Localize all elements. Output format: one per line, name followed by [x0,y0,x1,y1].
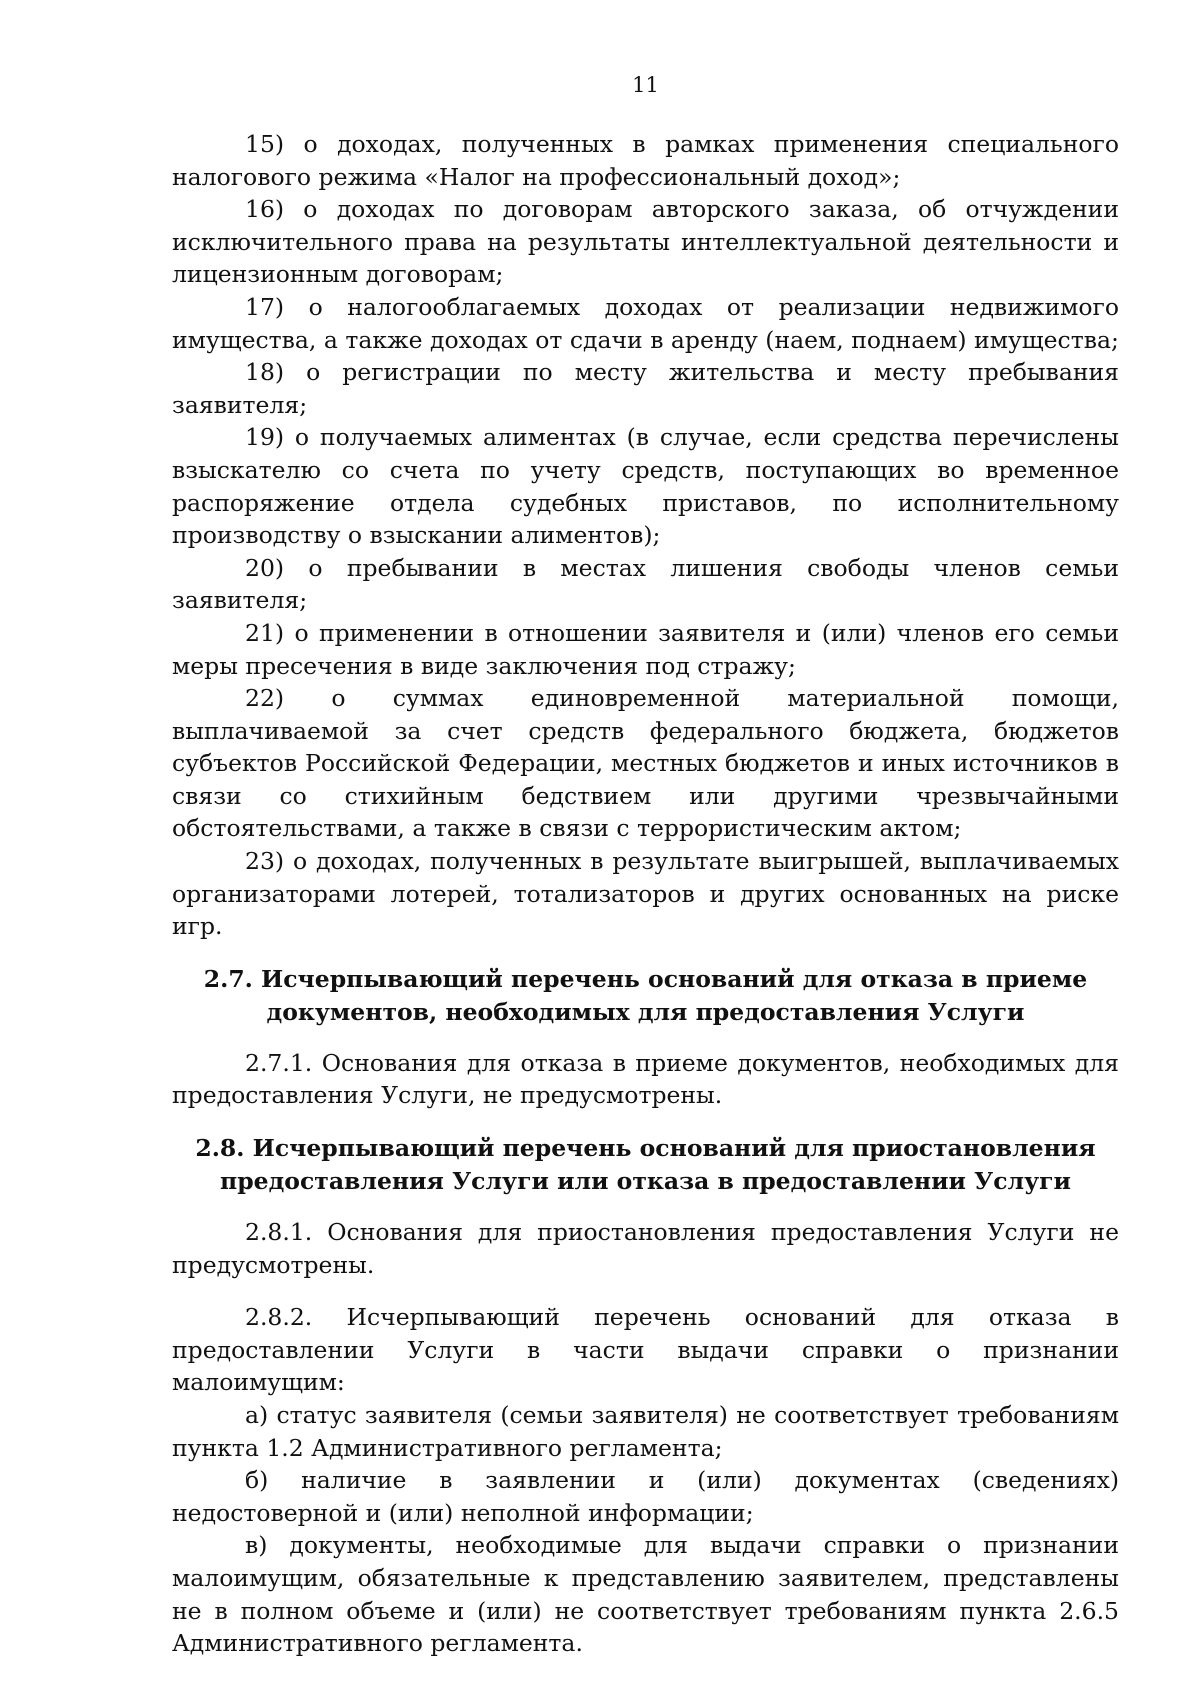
section-heading-2-7: 2.7. Исчерпывающий перечень оснований для отказа в приеме документов, необходимых для предоставления Услуги [203,964,1088,1026]
paragraph-2-8-2-c: в) документы, необходимые для выдачи справки о признании малоимущим, обязательные к представлению заявителем, представлены не в полном объеме и (или) не соответствует требованиям пункта 2.6.5 Административного регламента. [172,1531,1119,1658]
list-item-18: 18) о регистрации по месту жительства и месту пребывания заявителя; [172,358,1119,419]
paragraph-2-8-2-b: б) наличие в заявлении и (или) документах (сведениях) недостоверной и (или) неполной информации; [172,1466,1119,1527]
list-item-17: 17) о налогооблагаемых доходах от реализации недвижимого имущества, а также доходах от сдачи в аренду (наем, поднаем) имущества; [172,292,1119,354]
paragraph-2-8-1: 2.8.1. Основания для приостановления предоставления Услуги не предусмотрены. [172,1218,1119,1279]
paragraph-2-8-2-a: а) статус заявителя (семьи заявителя) не соответствует требованиям пункта 1.2 Административного регламента; [172,1401,1119,1462]
list-item-15: 15) о доходах, полученных в рамках применения специального налогового режима «Налог на профессиональный доход»; [172,130,1119,191]
list-item-22: 22) о суммах единовременной материальной помощи, выплачиваемой за счет средств федерального бюджета, бюджетов субъектов Российской Федерации, местных бюджетов и иных источников в связи со стихийным бедствием или другими чрезвычайными обстоятельствами, а также в связи с террористическим актом; [172,684,1119,843]
page-number: 11 [632,73,659,97]
list-item-21: 21) о применении в отношении заявителя и (или) членов его семьи меры пресечения в виде заключения под стражу; [172,618,1119,680]
list-item-20: 20) о пребывании в местах лишения свободы членов семьи заявителя; [172,553,1119,615]
list-item-23: 23) о доходах, полученных в результате выигрышей, выплачиваемых организаторами лотерей, тотализаторов и других основанных на риске игр. [172,847,1119,941]
list-item-19: 19) о получаемых алиментах (в случае, если средства перечислены взыскателю со счета по учету средств, поступающих во временное распоряжение отдела судебных приставов, по исполнительному производству о взыскании алиментов); [172,423,1119,550]
document-page [172,70,1119,1660]
paragraph-2-7-1: 2.7.1. Основания для отказа в приеме документов, необходимых для предоставления Услуги, не предусмотрены. [172,1048,1119,1110]
section-heading-2-8: 2.8. Исчерпывающий перечень оснований для приостановления предоставления Услуги или отказа в предоставлении Услуги [195,1134,1096,1196]
paragraph-2-8-2: 2.8.2. Исчерпывающий перечень оснований для отказа в предоставлении Услуги в части выдачи справки о признании малоимущим: [172,1303,1119,1397]
list-item-16: 16) о доходах по договорам авторского заказа, об отчуждении исключительного права на результаты интеллектуальной деятельности и лицензионным договорам; [172,195,1119,289]
